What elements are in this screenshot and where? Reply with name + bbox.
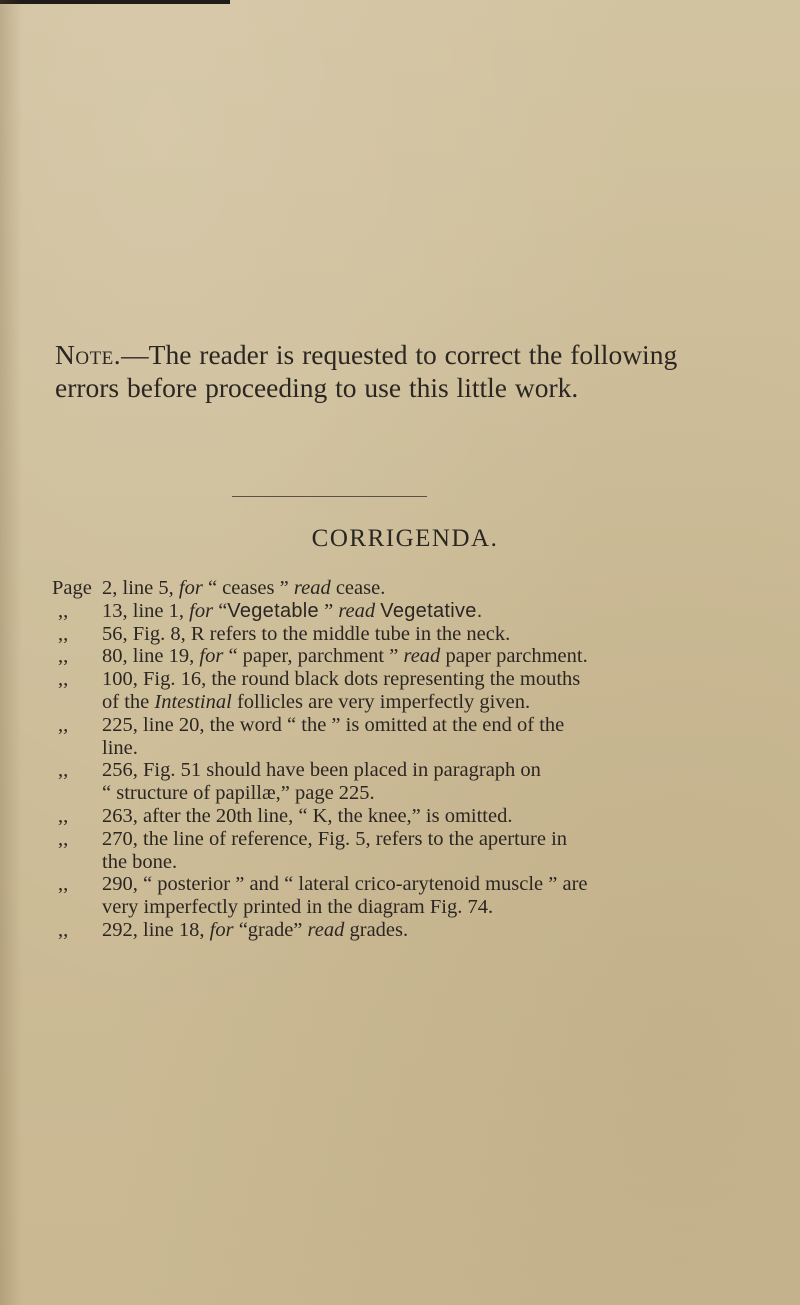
note-text: —The reader is requested to correct the following errors before proceeding to use this little work. — [55, 339, 678, 403]
page-number: 290 — [102, 873, 133, 896]
for-keyword: for — [178, 577, 203, 599]
entry-text: grades. — [344, 918, 409, 941]
read-keyword: read — [403, 645, 441, 668]
entry-text: follicles are very imperfectly given. — [231, 690, 531, 713]
ditto-mark: ,, — [58, 645, 69, 668]
ditto-mark: ,, — [58, 804, 69, 827]
entry-text: , “ posterior ” and “ lateral crico-arytenoid muscle ” are — [132, 873, 588, 896]
ditto-mark: ,, — [58, 713, 69, 736]
entry-text: of the — [102, 690, 155, 713]
page-number: 56 — [102, 622, 123, 645]
corrigendum-item — [55, 759, 755, 805]
entry-text: , line 20, the word “ the ” is omitted at the end of the — [132, 713, 565, 736]
entry-text: , Fig. 16, the round black dots representing the mouths — [132, 668, 581, 691]
entry-text: ” — [318, 599, 339, 622]
top-rule — [0, 0, 230, 4]
for-keyword: for — [209, 918, 234, 941]
for-keyword: for — [189, 599, 214, 622]
entry-text: , line 1, — [122, 599, 190, 622]
page-number: 80 — [102, 645, 123, 668]
entry-text: “grade” — [233, 918, 308, 941]
entry-text: Intestinal — [154, 690, 232, 713]
ditto-mark: ,, — [58, 668, 69, 691]
entry-text: Vegetable — [227, 599, 319, 622]
corrigendum-item — [55, 668, 755, 714]
corrigendum-item — [55, 919, 755, 942]
entry-text: “ ceases ” — [202, 577, 294, 599]
continuation-line: line. — [102, 736, 138, 759]
page-prefix: Page — [52, 577, 92, 599]
entry-text: , Fig. 51 should have been placed in paragraph on — [132, 759, 541, 782]
continuation-line: very imperfectly printed in the diagram Fig. 74. — [102, 896, 494, 919]
corrigendum-item — [55, 873, 755, 919]
continuation-line — [102, 691, 755, 714]
ditto-mark: ,, — [58, 827, 69, 850]
page-number: 263 — [102, 804, 133, 827]
entry-text: “ — [213, 599, 228, 622]
corrigendum-item — [55, 805, 755, 828]
for-keyword: for — [199, 645, 224, 668]
read-keyword: read — [338, 599, 376, 622]
entry-text: , the line of reference, Fig. 5, refers to the aperture in — [132, 827, 568, 850]
read-keyword: read — [293, 577, 331, 599]
corrigenda-title: CORRIGENDA. — [311, 525, 499, 552]
read-keyword: read — [307, 918, 345, 941]
entry-text: , after the 20th line, “ K, the knee,” is omitted. — [132, 804, 513, 827]
corrigendum-item — [55, 645, 755, 668]
continuation-line: “ structure of papillæ,” page 225. — [102, 782, 375, 805]
page-edge-shadow — [0, 0, 22, 1305]
page-number: 225 — [102, 713, 133, 736]
page-number: 100 — [102, 668, 133, 691]
ditto-mark: ,, — [58, 873, 69, 896]
ditto-mark: ,, — [58, 599, 69, 622]
entry-text: , line 5, — [112, 577, 179, 599]
continuation-line: the bone. — [102, 850, 178, 873]
corrigenda-list — [52, 577, 755, 942]
entry-text: Vegetative. — [380, 599, 483, 622]
page-number: 256 — [102, 759, 133, 782]
ditto-mark: ,, — [58, 759, 69, 782]
corrigendum-item — [55, 600, 755, 623]
page-number: 13 — [102, 599, 123, 622]
entry-text: “ paper, parchment ” — [223, 645, 404, 668]
entry-text: , Fig. 8, R refers to the middle tube in the neck. — [122, 622, 511, 645]
ditto-mark: ,, — [58, 918, 69, 941]
entry-text: , line 18, — [132, 918, 210, 941]
page-number: 2 — [102, 577, 113, 599]
note-paragraph — [55, 338, 735, 404]
entry-text: , line 19, — [122, 645, 200, 668]
corrigendum-item — [55, 828, 755, 874]
entry-text: cease. — [330, 577, 386, 599]
corrigendum-item — [55, 714, 755, 760]
page-number: 292 — [102, 918, 133, 941]
entry-text: paper parchment. — [440, 645, 588, 668]
divider-rule — [232, 496, 427, 497]
ditto-mark: ,, — [58, 622, 69, 645]
corrigendum-item — [55, 623, 755, 646]
page-number: 270 — [102, 827, 133, 850]
note-label: Note. — [55, 339, 122, 370]
corrigendum-item — [52, 577, 755, 600]
